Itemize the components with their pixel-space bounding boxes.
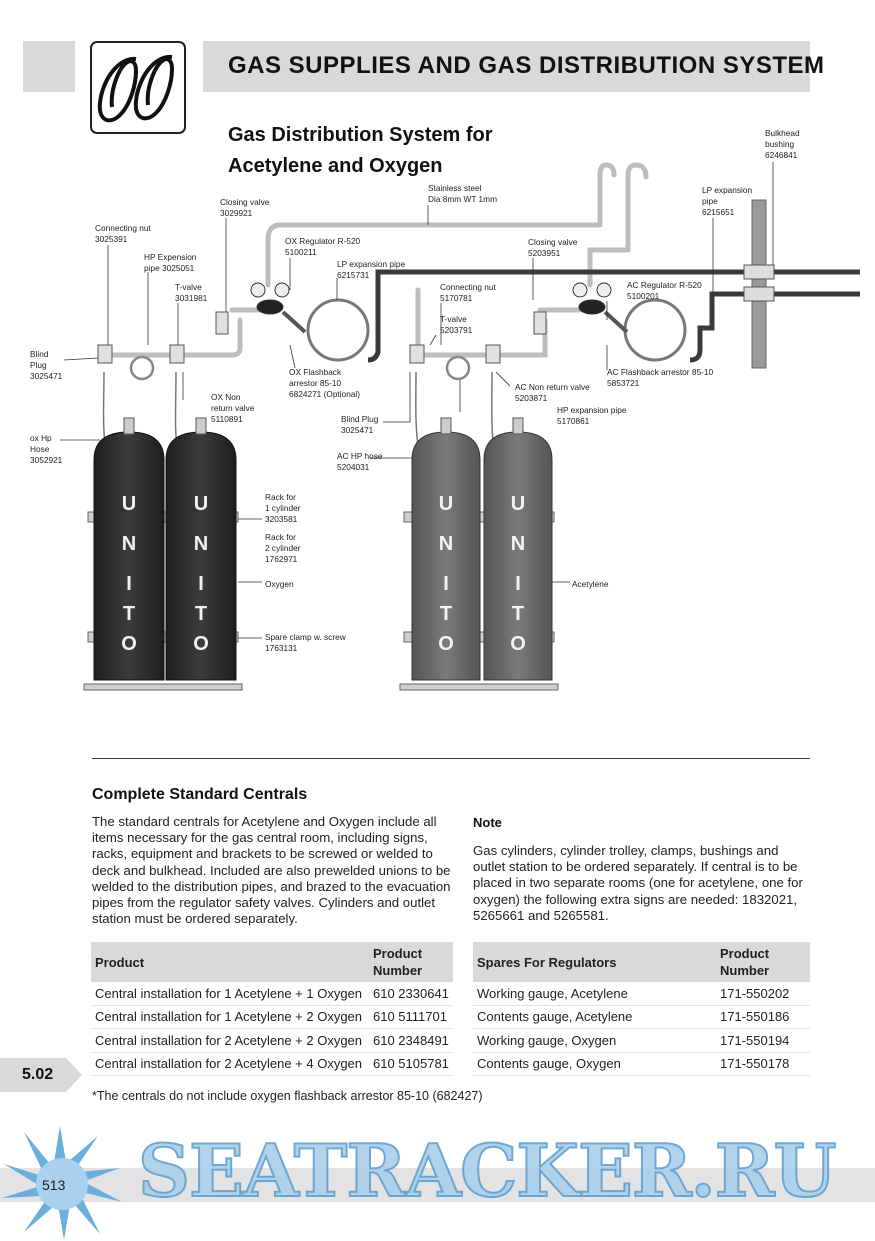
ox-blind-plug-valve bbox=[98, 345, 112, 363]
cyl-text-4-u: U bbox=[510, 493, 526, 515]
label-ac-hp-hose: AC HP hose 5204031 bbox=[337, 451, 383, 472]
bulkhead-wall bbox=[752, 200, 766, 368]
svg-text:N: N bbox=[510, 533, 526, 555]
ox-t-valve bbox=[170, 345, 184, 363]
svg-text:N: N bbox=[438, 533, 454, 555]
svg-text:N: N bbox=[121, 533, 137, 555]
svg-text:I: I bbox=[443, 573, 449, 595]
svg-text:I: I bbox=[515, 573, 521, 595]
ox-lp-expansion-coil bbox=[308, 300, 368, 360]
spares-table bbox=[473, 942, 810, 1076]
label-ox-flashback-arrestor: OX Flashback arrestor 85-10 6824271 (Optional) bbox=[289, 367, 361, 399]
diagram-title-line1: Gas Distribution System for bbox=[228, 124, 493, 146]
label-lp-expansion-pipe-right: LP expansion pipe 6215651 bbox=[702, 185, 753, 217]
ox-closing-valve bbox=[216, 312, 228, 334]
page-number: 513 bbox=[42, 1177, 66, 1193]
stainless-pipe-hook-1 bbox=[600, 165, 614, 225]
ac-regulator bbox=[573, 283, 627, 332]
svg-text:T: T bbox=[439, 603, 453, 625]
bulkhead-bushing-1 bbox=[744, 265, 774, 279]
watermark: SEATRACKER.RU bbox=[138, 1128, 836, 1213]
note-body: Gas cylinders, cylinder trolley, clamps, bushings and outlet station to be ordered separately. If central is to be placed in two separate rooms (one for acetylene, one for oxygen) the following extra signs are needed: 1832021, 5265661 and 5265581. bbox=[473, 843, 803, 923]
label-oxygen: Oxygen bbox=[265, 579, 294, 589]
label-bulkhead-bushing: Bulkhead bushing 6246841 bbox=[765, 128, 800, 160]
label-rack-2-cylinder: Rack for 2 cylinder 1762971 bbox=[265, 532, 301, 564]
table-row: Central installation for 1 Acetylene + 1 Oxygen 610 2330641 bbox=[91, 982, 453, 1005]
ac-hp-expansion-coil bbox=[447, 357, 469, 379]
svg-text:N: N bbox=[193, 533, 209, 555]
svg-text:I: I bbox=[198, 573, 204, 595]
section-number: 5.02 bbox=[22, 1066, 54, 1083]
label-t-valve-ox: T-valve 3031981 bbox=[175, 282, 208, 303]
section-divider bbox=[92, 758, 810, 759]
label-blind-plug-ox: Blind Plug 3025471 bbox=[30, 349, 63, 381]
table-row: Central installation for 2 Acetylene + 4 Oxygen 610 5105781 bbox=[91, 1052, 453, 1076]
svg-text:T: T bbox=[122, 603, 136, 625]
label-hp-expansion-pipe-ac: HP expansion pipe 5170861 bbox=[557, 405, 627, 426]
label-blind-plug-ac: Blind Plug 3025471 bbox=[341, 414, 379, 435]
cyl-text-3-u: U bbox=[438, 493, 454, 515]
label-hp-expansion-pipe-ox: HP Expension pipe 3025051 bbox=[144, 252, 197, 273]
svg-text:T: T bbox=[194, 603, 208, 625]
label-closing-valve-ac: Closing valve 5203951 bbox=[528, 237, 578, 258]
centrals-heading: Complete Standard Centrals bbox=[92, 786, 308, 803]
table-row: Central installation for 1 Acetylene + 2 Oxygen 610 5111701 bbox=[91, 1005, 453, 1029]
svg-text:O: O bbox=[193, 633, 209, 655]
cyl-text-1-u: U bbox=[121, 493, 137, 515]
ac-closing-valve bbox=[534, 312, 546, 334]
table-row: Central installation for 2 Acetylene + 2 Oxygen 610 2348491 bbox=[91, 1029, 453, 1053]
products-table-header bbox=[91, 942, 453, 982]
svg-text:T: T bbox=[511, 603, 525, 625]
bulkhead-bushing-2 bbox=[744, 287, 774, 301]
ac-lp-pipe bbox=[690, 294, 860, 360]
ac-blind-plug-valve bbox=[410, 345, 424, 363]
table-row: Working gauge, Acetylene 171-550202 bbox=[473, 982, 810, 1005]
page-title: GAS SUPPLIES AND GAS DISTRIBUTION SYSTEM bbox=[228, 52, 825, 79]
label-ac-flashback-arrestor: AC Flashback arrestor 85-10 5853721 bbox=[607, 367, 714, 388]
label-stainless-steel: Stainless steel Dia 8mm WT 1mm bbox=[428, 183, 497, 204]
label-ox-regulator: OX Regulator R-520 5100211 bbox=[285, 236, 361, 257]
col-product: Product bbox=[91, 942, 369, 982]
ox-regulator bbox=[251, 283, 305, 332]
label-closing-valve-ox: Closing valve 3029921 bbox=[220, 197, 270, 218]
footnote: *The centrals do not include oxygen flashback arrestor 85-10 (682427) bbox=[92, 1089, 483, 1103]
col-product-number: Product Number bbox=[369, 942, 453, 982]
label-lp-expansion-pipe-mid: LP expansion pipe 6215731 bbox=[337, 259, 406, 280]
stainless-pipe-hook-2 bbox=[628, 165, 646, 250]
label-t-valve-ac: T-valve 5203791 bbox=[440, 314, 473, 335]
ac-lp-expansion-coil bbox=[625, 300, 685, 360]
col-spares-number: Product Number bbox=[716, 942, 810, 982]
label-acetylene: Acetylene bbox=[572, 579, 609, 589]
label-connecting-nut-ox: Connecting nut 3025391 bbox=[95, 223, 151, 244]
table-row: Contents gauge, Oxygen 171-550178 bbox=[473, 1052, 810, 1076]
label-ac-regulator: AC Regulator R-520 5100201 bbox=[627, 280, 702, 301]
ac-t-valve bbox=[486, 345, 500, 363]
svg-text:O: O bbox=[510, 633, 526, 655]
spares-table-header bbox=[473, 942, 810, 982]
svg-text:O: O bbox=[121, 633, 137, 655]
svg-text:I: I bbox=[126, 573, 132, 595]
label-rack-1-cylinder: Rack for 1 cylinder 3203581 bbox=[265, 492, 301, 524]
label-spare-clamp: Spare clamp w. screw 1763131 bbox=[265, 632, 346, 653]
centrals-body: The standard centrals for Acetylene and Oxygen include all items necessary for the gas central room, including signs, racks, equipment and brackets to be screwed or welded to deck and bulkhead. Included are also prewelded unions to be welded to the distribution pipes, and brazed to the evacuation pipes from the regulator safety valves. Cylinders and outlet station must be ordered separately. bbox=[92, 814, 451, 927]
table-row: Contents gauge, Acetylene 171-550186 bbox=[473, 1005, 810, 1029]
products-table bbox=[91, 942, 453, 1076]
label-ox-non-return-valve: OX Non return valve 5110891 bbox=[211, 392, 255, 424]
note-heading: Note bbox=[473, 815, 502, 830]
col-spares: Spares For Regulators bbox=[473, 942, 716, 982]
label-connecting-nut-ac: Connecting nut 5170781 bbox=[440, 282, 496, 303]
label-ox-hp-hose: ox Hp Hose 3052921 bbox=[30, 433, 63, 465]
ox-hp-expansion-coil bbox=[131, 357, 153, 379]
label-ac-non-return-valve: AC Non return valve 5203871 bbox=[515, 382, 590, 403]
cyl-text-2-u: U bbox=[193, 493, 209, 515]
table-row: Working gauge, Oxygen 171-550194 bbox=[473, 1029, 810, 1053]
svg-text:O: O bbox=[438, 633, 454, 655]
diagram-title-line2: Acetylene and Oxygen bbox=[228, 155, 443, 177]
